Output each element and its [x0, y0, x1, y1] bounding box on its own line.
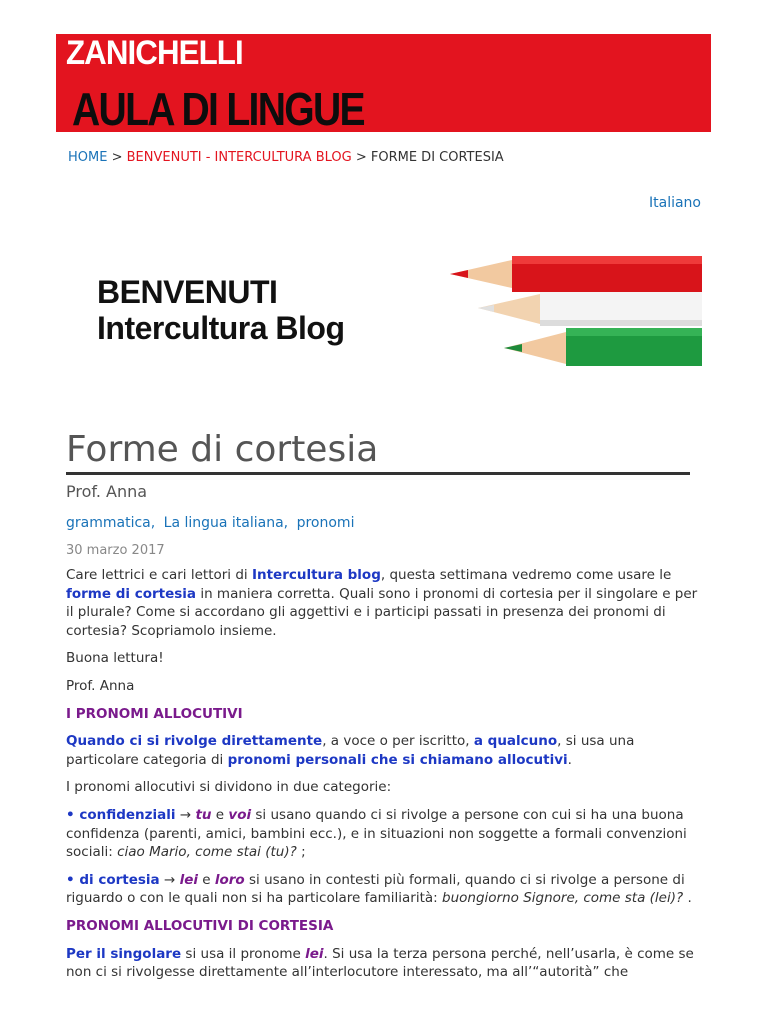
text: . [683, 890, 692, 907]
text: ; [296, 844, 306, 861]
pronoun: loro [214, 871, 245, 888]
arrow-icon: → [175, 806, 196, 823]
blog-header-line1: BENVENUTI [97, 274, 278, 310]
arrow-icon: → [159, 871, 180, 888]
pronoun: tu [195, 806, 212, 823]
text: Care lettrici e cari lettori di [66, 567, 252, 583]
text: in maniera corretta. Quali sono i pronomi di cortesia per il singolare e per il plurale? Come si accordano gli aggettivi e i participi passati in presenza dei pronomi di cortesia? Scopriamolo insieme. [66, 585, 698, 639]
white-pencil-shadow [540, 320, 702, 326]
tag-link[interactable]: pronomi [296, 515, 355, 531]
article-body [66, 566, 704, 991]
emphasis: pronomi personali che si chiamano allocutivi [227, 751, 568, 768]
bullet-icon: • [66, 871, 80, 888]
emphasis: Intercultura blog [251, 567, 381, 583]
example: ciao Mario, come stai (tu)? [117, 844, 297, 861]
brand-subtitle: AULA DI LINGUE [72, 83, 364, 135]
white-pencil-tip [478, 305, 494, 312]
breadcrumb-separator: > [351, 150, 371, 165]
text: si usano in contesti più formali, quando ci si rivolge a persone di riguardo o con le quali non si ha particolare familiarità: [66, 871, 685, 907]
text: , questa settimana vedremo come usare le [380, 567, 672, 583]
tag-link[interactable]: La lingua italiana, [163, 515, 289, 531]
red-pencil-tip [450, 270, 468, 278]
text: e [211, 806, 229, 823]
emphasis: forme di cortesia [66, 585, 197, 602]
breadcrumb-separator: > [107, 150, 127, 165]
bullet-item [66, 806, 704, 862]
pronoun: lei [305, 945, 324, 962]
tag-link[interactable]: grammatica, [66, 515, 156, 531]
text: . [567, 751, 572, 768]
greeting: Buona lettura! [66, 650, 164, 667]
emphasis: Quando ci si rivolge direttamente [66, 733, 323, 750]
site-banner[interactable] [56, 34, 711, 135]
emphasis: a qualcuno [473, 733, 558, 750]
paragraph [66, 732, 704, 769]
breadcrumb-blog-link[interactable]: BENVENUTI - INTERCULTURA BLOG [126, 150, 352, 165]
emphasis: Per il singolare [66, 945, 182, 962]
article-author: Prof. Anna [66, 482, 148, 501]
emphasis: confidenziali [79, 806, 176, 823]
bullet-item [66, 871, 704, 908]
breadcrumb-current: FORME DI CORTESIA [370, 150, 504, 165]
text: , si usa una particolare categoria di [66, 733, 635, 768]
section-heading: I PRONOMI ALLOCUTIVI [66, 705, 243, 722]
breadcrumb [68, 150, 504, 165]
article-tags [66, 515, 358, 531]
green-pencil-tip [504, 344, 522, 352]
paragraph: I pronomi allocutivi si dividono in due categorie: [66, 779, 392, 796]
language-link[interactable]: Italiano [649, 195, 701, 211]
emphasis: di cortesia [79, 871, 160, 888]
text: e [197, 871, 215, 888]
section-heading: PRONOMI ALLOCUTIVI DI CORTESIA [66, 917, 334, 934]
signature: Prof. Anna [66, 677, 135, 694]
breadcrumb-home-link[interactable]: HOME [68, 150, 108, 165]
example: buongiorno Signore, come sta (lei)? [442, 890, 684, 907]
pencils-illustration [448, 250, 702, 366]
bullet-icon: • [66, 806, 80, 823]
text: , a voce o per iscritto, [322, 733, 474, 750]
blog-header-title [97, 274, 345, 346]
text: si usano quando ci si rivolge a persone con cui si ha una buona confidenza (parenti, amici, bambini ecc.), e in situazioni non soggette a formali convenzioni sociali: [66, 806, 687, 861]
article-date: 30 marzo 2017 [66, 543, 165, 558]
brand-logo-text: ZANICHELLI [66, 34, 243, 72]
text: si usa il pronome [181, 945, 306, 962]
banner-red-block [434, 86, 711, 132]
paragraph [66, 945, 704, 982]
red-pencil-highlight [512, 256, 702, 264]
text: . Si usa la terza persona perché, nell’usarla, è come se non ci si rivolgesse direttamente all’interlocutore interessato, ma all’“autorità” che [66, 945, 694, 981]
pronoun: voi [228, 806, 252, 823]
intro-paragraph [66, 566, 704, 640]
blog-header-line2: Intercultura Blog [97, 310, 345, 346]
green-pencil-highlight [566, 328, 702, 336]
article-title: Forme di cortesia [66, 430, 690, 475]
pronoun: lei [179, 871, 198, 888]
